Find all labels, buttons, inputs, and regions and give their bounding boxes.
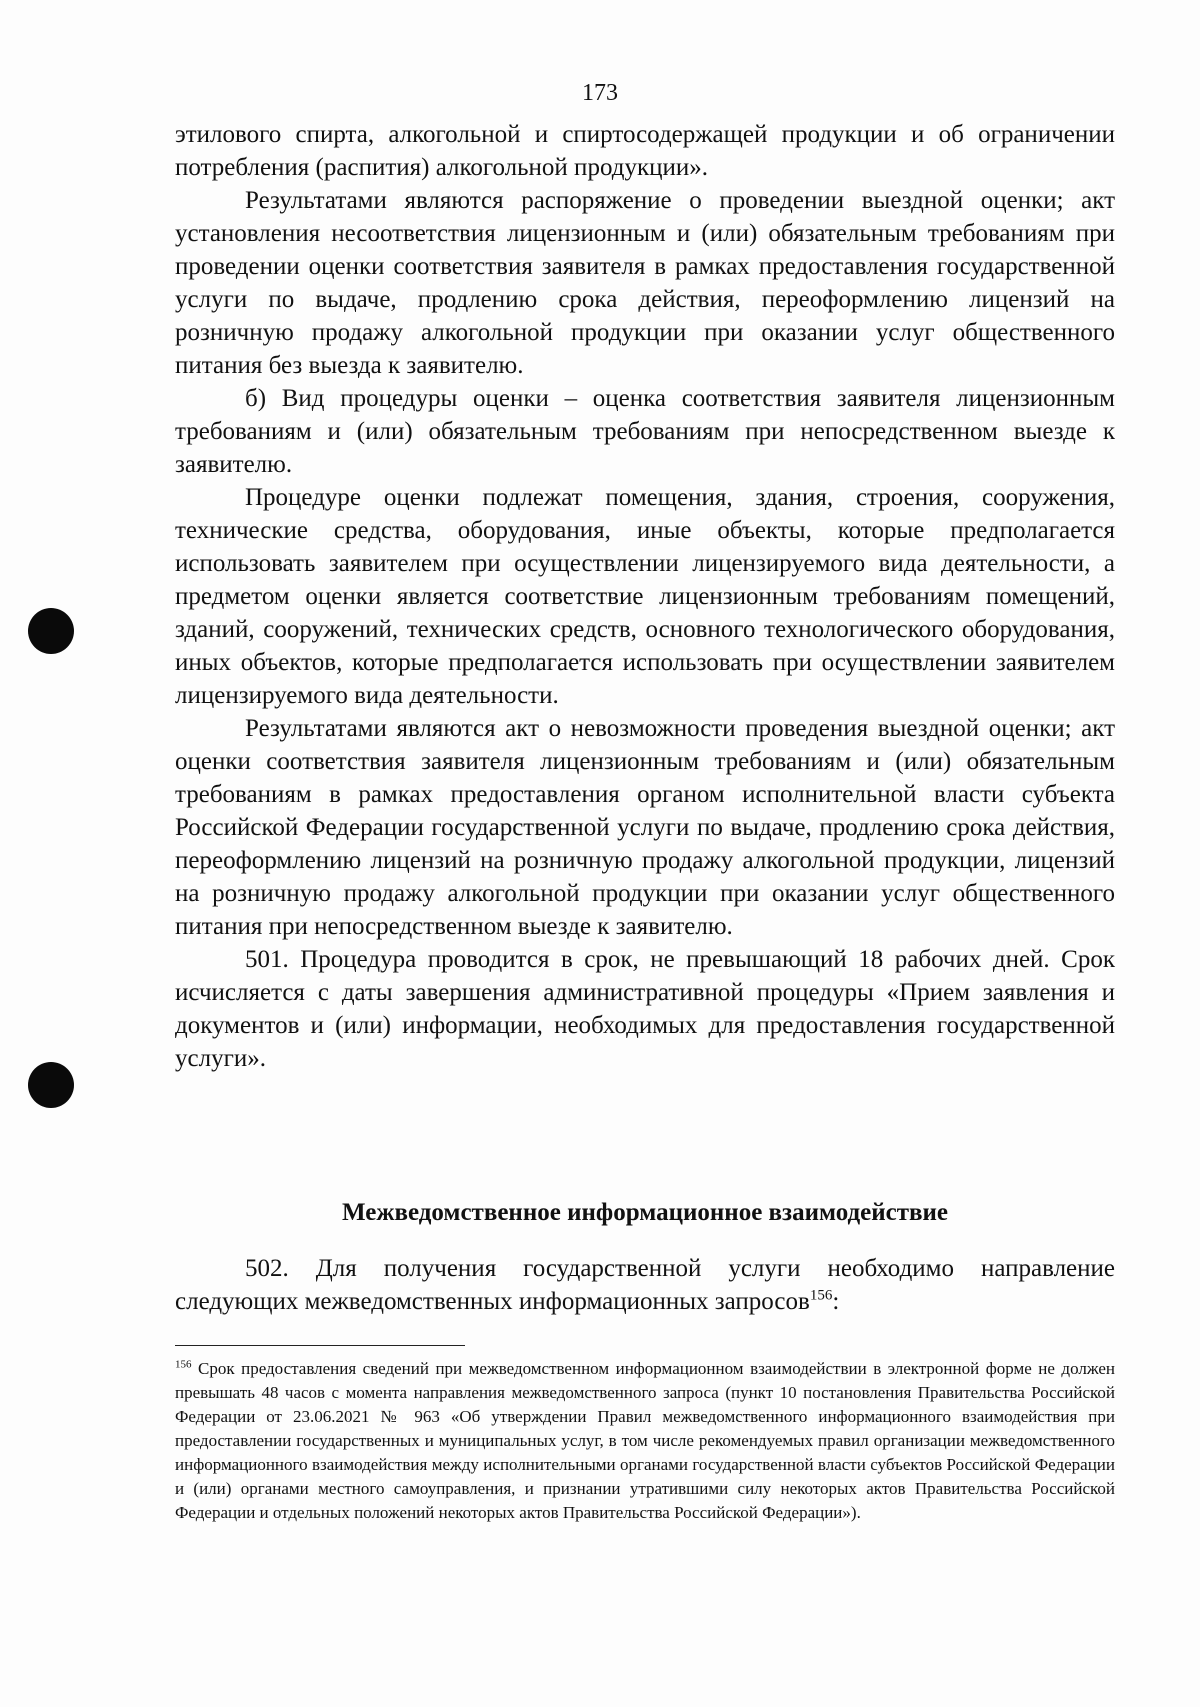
page-number: 173 <box>582 80 618 106</box>
footnote-paragraph <box>175 1357 1115 1525</box>
paragraph-501: 501. Процедура проводится в срок, не превышающий 18 рабочих дней. Срок исчисляется с даты завершения административной процедуры «Прием заявления и документов и (или) информации, необходимых для предоставления государственной услуги». <box>175 946 1115 1072</box>
footnote-separator <box>175 1345 465 1346</box>
paragraph-502-block <box>175 1252 1115 1318</box>
paragraph-procedure-b: б) Вид процедуры оценки – оценка соответствия заявителя лицензионным требованиям и (или) обязательным требованиям при непосредственном выезде к заявителю. <box>175 385 1115 478</box>
paragraph-502-tail: : <box>832 1288 840 1315</box>
footnote-number: 156 <box>175 1358 192 1371</box>
paragraph-502-text: 502. Для получения государственной услуги необходимо направление следующих межведомственных информационных запросов <box>175 1255 1115 1315</box>
footnote <box>175 1357 1115 1525</box>
paragraph-results-b: Результатами являются акт о невозможности проведения выездной оценки; акт оценки соответствия заявителя лицензионным требованиям и (или) обязательным требованиям в рамках предоставления органом исполнительной власти субъекта Российской Федерации государственной услуги по выдаче, продлению срока действия, переоформлению лицензий на розничную продажу алкогольной продукции, лицензий на розничную продажу алкогольной продукции при оказании услуг общественного питания при непосредственном выезде к заявителю. <box>175 715 1115 940</box>
paragraph-502 <box>175 1252 1115 1318</box>
paragraph-results-a: Результатами являются распоряжение о проведении выездной оценки; акт установления несоответствия лицензионным и (или) обязательным требованиям при проведении оценки соответствия заявителя в рамках предоставления государственной услуги по выдаче, продлению срока действия, переоформлению лицензий на розничную продажу алкогольной продукции при оказании услуг общественного питания без выезда к заявителю. <box>175 187 1115 379</box>
body-text <box>175 118 1115 1075</box>
section-heading: Межведомственное информационное взаимодействие <box>342 1199 948 1226</box>
punch-hole-bottom <box>28 1062 74 1108</box>
footnote-reference: 156 <box>809 1287 833 1304</box>
paragraph-assessment-subject: Процедуре оценки подлежат помещения, здания, строения, сооружения, технические средства, оборудования, иные объекты, которые предполагается использовать заявителем при осуществлении лицензируемого вида деятельности, а предметом оценки является соответствие лицензионным требованиям помещений, зданий, сооружений, технических средств, основного технологического оборудования, иных объектов, которые предполагается использовать при осуществлении заявителем лицензируемого вида деятельности. <box>175 484 1115 709</box>
paragraph-continuation: этилового спирта, алкогольной и спиртосодержащей продукции и об ограничении потребления (распития) алкогольной продукции». <box>175 121 1115 181</box>
punch-hole-top <box>28 608 74 654</box>
footnote-text: Срок предоставления сведений при межведомственном информационном взаимодействии в электронной форме не должен превышать 48 часов с момента направления межведомственного запроса (пункт 10 постановления Правительства Российской Федерации от 23.06.2021 № 963 «Об утверждении Правил межведомственного информационного взаимодействия при предоставлении государственных и муниципальных услуг, в том числе рекомендуемых правил организации межведомственного информационного взаимодействия между исполнительными органами государственной власти субъектов Российской Федерации и (или) органами местного самоуправления, и признании утратившими силу некоторых актов Правительства Российской Федерации и отдельных положений некоторых актов Правительства Российской Федерации»). <box>175 1359 1115 1522</box>
